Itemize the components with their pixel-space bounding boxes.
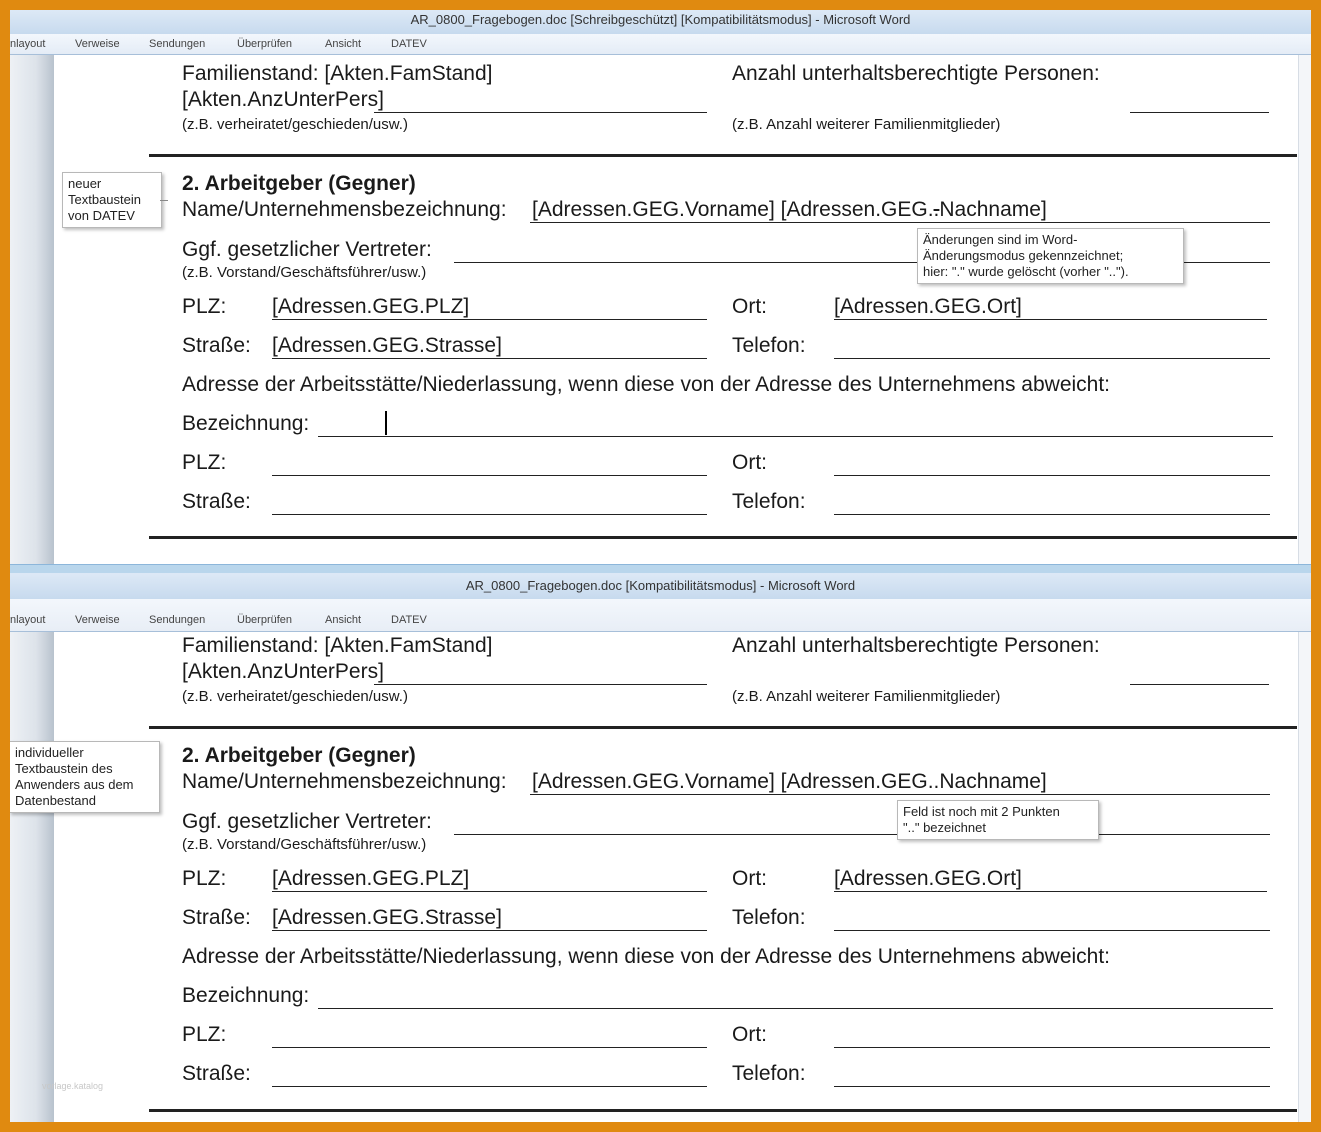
familienstand-hint: (z.B. verheiratet/geschieden/usw.) <box>182 116 408 133</box>
anzahl-line[interactable] <box>1130 684 1269 685</box>
plz2-line[interactable] <box>272 475 707 476</box>
anzahl-line[interactable] <box>1130 112 1269 113</box>
ort-line[interactable] <box>834 891 1267 892</box>
name-value <box>532 198 1047 222</box>
anzahl-hint: (z.B. Anzahl weiterer Familienmitglieder) <box>732 688 1001 705</box>
tab-verweise[interactable]: Verweise <box>75 614 120 626</box>
ort-line[interactable] <box>834 319 1267 320</box>
strasse-label: Straße: <box>182 334 251 357</box>
plz-line[interactable] <box>272 891 707 892</box>
familienstand-hint: (z.B. verheiratet/geschieden/usw.) <box>182 688 408 705</box>
name-label: Name/Unternehmensbezeichnung: <box>182 770 507 793</box>
vertreter-hint: (z.B. Vorstand/Geschäftsführer/usw.) <box>182 264 427 281</box>
strasse2-line[interactable] <box>272 514 707 515</box>
ort2-line[interactable] <box>834 1047 1270 1048</box>
plz-label: PLZ: <box>182 867 227 890</box>
telefon-line[interactable] <box>834 358 1270 359</box>
section-rule-top <box>149 154 1297 157</box>
familienstand-field: Familienstand: [Akten.FamStand] <box>182 62 493 85</box>
bezeichnung-label: Bezeichnung: <box>182 412 310 435</box>
deleted-dot: . <box>933 198 940 221</box>
text-cursor <box>385 411 387 435</box>
section-title: 2. Arbeitgeber (Gegner) <box>182 172 416 195</box>
tab-seitenlayout[interactable]: nlayout <box>10 38 46 50</box>
section-rule-bottom <box>149 536 1297 539</box>
tab-ansicht[interactable]: Ansicht <box>325 614 362 626</box>
nachname-suffix: Nachname] <box>939 198 1047 221</box>
familienstand-line[interactable] <box>374 684 707 685</box>
vorname-field: [Adressen.GEG.Vorname] <box>532 770 775 793</box>
name-value <box>532 770 1047 794</box>
vertical-scrollbar[interactable] <box>1298 632 1311 1122</box>
telefon2-label: Telefon: <box>732 490 806 513</box>
name-line[interactable] <box>530 794 1270 795</box>
bezeichnung-line[interactable] <box>318 436 1273 437</box>
anzahl-label: Anzahl unterhaltsberechtigte Personen: <box>732 62 1100 85</box>
ribbon-tabs <box>10 34 1311 55</box>
page-gutter <box>10 632 54 1122</box>
bezeichnung-line[interactable] <box>318 1008 1273 1009</box>
strasse-line[interactable] <box>272 358 707 359</box>
callout-change-tracking: Änderungen sind im Word- Änderungsmodus gekennzeichnet; hier: "." wurde gelöscht (vorher ".."). <box>917 228 1184 284</box>
arbeitsstaette-label: Adresse der Arbeitsstätte/Niederlassung, wenn diese von der Adresse des Unternehmens abweicht: <box>182 373 1111 396</box>
vertical-scrollbar[interactable] <box>1298 55 1311 564</box>
telefon2-label: Telefon: <box>732 1062 806 1085</box>
callout-new-textbaustein: neuer Textbaustein von DATEV <box>62 172 162 228</box>
strasse2-line[interactable] <box>272 1086 707 1087</box>
telefon2-line[interactable] <box>834 1086 1270 1087</box>
callout-two-dots: Feld ist noch mit 2 Punkten ".." bezeichnet <box>897 800 1099 840</box>
strasse2-label: Straße: <box>182 1062 251 1085</box>
plz-value: [Adressen.GEG.PLZ] <box>272 867 470 890</box>
telefon-label: Telefon: <box>732 334 806 357</box>
title-bar <box>10 573 1311 599</box>
anzahl-label: Anzahl unterhaltsberechtigte Personen: <box>732 634 1100 657</box>
anz-unter-pers-field: [Akten.AnzUnterPers] <box>182 88 384 111</box>
ort-label: Ort: <box>732 867 767 890</box>
telefon2-line[interactable] <box>834 514 1270 515</box>
callout-individual-textbaustein: individueller Textbaustein des Anwenders aus dem Datenbestand <box>10 741 160 813</box>
title-bar <box>10 10 1311 34</box>
tab-ueberpruefen[interactable]: Überprüfen <box>237 614 293 626</box>
watermark: vorlage.katalog <box>42 1081 104 1091</box>
vertreter-label: Ggf. gesetzlicher Vertreter: <box>182 810 432 833</box>
strasse2-label: Straße: <box>182 490 251 513</box>
nachname-prefix: [Adressen.GEG. <box>780 198 934 221</box>
ort2-line[interactable] <box>834 475 1270 476</box>
strasse-label: Straße: <box>182 906 251 929</box>
tab-seitenlayout[interactable]: nlayout <box>10 614 46 626</box>
plz2-line[interactable] <box>272 1047 707 1048</box>
ort-label: Ort: <box>732 295 767 318</box>
tab-datev[interactable]: DATEV <box>391 38 427 50</box>
section-rule-bottom <box>149 1109 1297 1112</box>
section-title: 2. Arbeitgeber (Gegner) <box>182 744 416 767</box>
nachname-field: [Adressen.GEG..Nachname] <box>780 770 1047 793</box>
anz-unter-pers-field: [Akten.AnzUnterPers] <box>182 660 384 683</box>
vertreter-hint: (z.B. Vorstand/Geschäftsführer/usw.) <box>182 836 427 853</box>
window-title: AR_0800_Fragebogen.doc [Schreibgeschützt] [Kompatibilitätsmodus] - Microsoft Word <box>410 12 911 27</box>
ort2-label: Ort: <box>732 451 767 474</box>
plz-label: PLZ: <box>182 295 227 318</box>
strasse-value: [Adressen.GEG.Strasse] <box>272 906 502 929</box>
strasse-line[interactable] <box>272 930 707 931</box>
tab-ansicht[interactable]: Ansicht <box>325 38 362 50</box>
ort2-label: Ort: <box>732 1023 767 1046</box>
plz2-label: PLZ: <box>182 451 227 474</box>
callout-connector <box>160 200 168 201</box>
plz2-label: PLZ: <box>182 1023 227 1046</box>
tab-ueberpruefen[interactable]: Überprüfen <box>237 38 293 50</box>
section-rule-top <box>149 726 1297 729</box>
tab-sendungen[interactable]: Sendungen <box>149 38 206 50</box>
document-page <box>54 632 1311 1122</box>
name-line[interactable] <box>530 222 1270 223</box>
tab-datev[interactable]: DATEV <box>391 614 427 626</box>
plz-value: [Adressen.GEG.PLZ] <box>272 295 470 318</box>
word-window-readonly <box>10 10 1311 564</box>
strasse-value: [Adressen.GEG.Strasse] <box>272 334 502 357</box>
vertreter-label: Ggf. gesetzlicher Vertreter: <box>182 238 432 261</box>
familienstand-field: Familienstand: [Akten.FamStand] <box>182 634 493 657</box>
telefon-line[interactable] <box>834 930 1270 931</box>
familienstand-line[interactable] <box>374 112 707 113</box>
tab-verweise[interactable]: Verweise <box>75 38 120 50</box>
telefon-label: Telefon: <box>732 906 806 929</box>
anzahl-hint: (z.B. Anzahl weiterer Familienmitglieder) <box>732 116 1001 133</box>
ort-value: [Adressen.GEG.Ort] <box>834 867 1022 890</box>
vorname-field: [Adressen.GEG.Vorname] <box>532 198 775 221</box>
name-label: Name/Unternehmensbezeichnung: <box>182 198 507 221</box>
document-page <box>54 55 1311 564</box>
plz-line[interactable] <box>272 319 707 320</box>
ribbon-tabs <box>10 599 1311 632</box>
vertreter-line[interactable] <box>454 834 1270 835</box>
page-gutter <box>10 55 54 564</box>
ort-value: [Adressen.GEG.Ort] <box>834 295 1022 318</box>
tab-sendungen[interactable]: Sendungen <box>149 614 206 626</box>
bezeichnung-label: Bezeichnung: <box>182 984 310 1007</box>
window-title: AR_0800_Fragebogen.doc [Kompatibilitätsmodus] - Microsoft Word <box>465 578 856 593</box>
arbeitsstaette-label: Adresse der Arbeitsstätte/Niederlassung, wenn diese von der Adresse des Unternehmens abweicht: <box>182 945 1111 968</box>
word-window <box>10 573 1311 1122</box>
